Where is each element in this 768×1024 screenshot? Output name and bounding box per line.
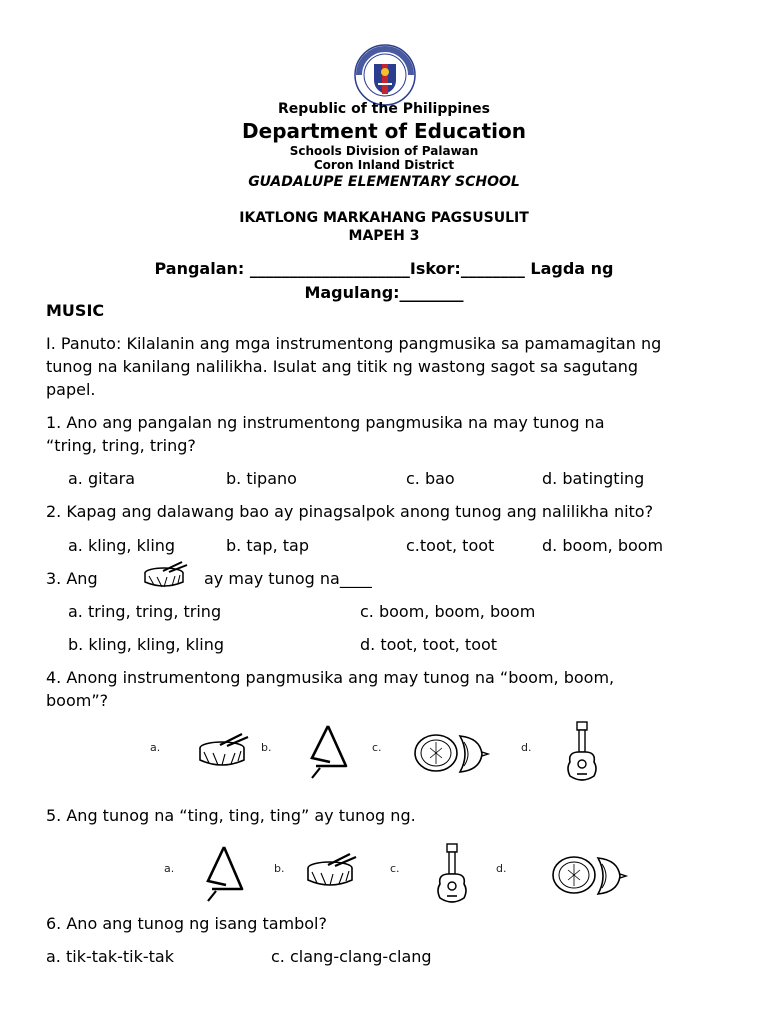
triangle-instrument-icon: [306, 722, 350, 780]
q5-letter-b: b.: [274, 862, 285, 875]
question-3-prefix: 3. Ang: [46, 569, 98, 588]
q1-choice-a: a. gitara: [68, 469, 136, 488]
q3-choice-d: d. toot, toot, toot: [360, 635, 498, 654]
subject-title: MAPEH 3: [348, 228, 420, 244]
name-score-line: Pangalan: ____________________Iskor:________ Lagda ng: [154, 259, 614, 278]
drum-icon: [198, 732, 250, 770]
q2-choice-d: d. boom, boom: [542, 536, 664, 555]
q1-choice-d: d. batingting: [542, 469, 645, 488]
q6-choice-c: c. clang-clang-clang: [271, 947, 432, 966]
question-4-line-2: boom”?: [46, 691, 109, 710]
q4-letter-a: a.: [150, 741, 161, 754]
question-5: 5. Ang tunog na “ting, ting, ting” ay tunog ng.: [46, 806, 416, 825]
q1-choice-c: c. bao: [406, 469, 455, 488]
q4-letter-d: d.: [521, 741, 532, 754]
q3-choice-c: c. boom, boom, boom: [360, 602, 536, 621]
q6-choice-a: a. tik-tak-tik-tak: [46, 947, 174, 966]
department-title: Department of Education: [242, 119, 526, 143]
instructions-line-3: papel.: [46, 380, 96, 399]
q2-choice-b: b. tap, tap: [226, 536, 309, 555]
question-4-line-1: 4. Anong instrumentong pangmusika ang may tunog na “boom, boom,: [46, 668, 615, 687]
question-3-suffix: ay may tunog na____: [204, 569, 372, 588]
drum-icon: [142, 560, 190, 590]
q1-choice-b: b. tipano: [226, 469, 297, 488]
coconut-shells-icon: [550, 850, 628, 898]
question-2: 2. Kapag ang dalawang bao ay pinagsalpok anong tunog ang nalilikha nito?: [46, 502, 654, 521]
q4-letter-b: b.: [261, 741, 272, 754]
district-line: Coron Inland District: [313, 158, 455, 172]
question-6: 6. Ano ang tunog ng isang tambol?: [46, 914, 327, 933]
drum-icon: [306, 852, 358, 890]
guitar-icon: [562, 720, 602, 784]
q3-choice-a: a. tring, tring, tring: [68, 602, 222, 621]
q3-choice-b: b. kling, kling, kling: [68, 635, 225, 654]
coconut-shells-icon: [412, 728, 490, 776]
instructions-line-1: I. Panuto: Kilalanin ang mga instrumentong pangmusika sa pamamagitan ng: [46, 334, 662, 353]
section-title: MUSIC: [46, 301, 105, 320]
q2-choice-a: a. kling, kling: [68, 536, 176, 555]
school-name: GUADALUPE ELEMENTARY SCHOOL: [248, 174, 520, 190]
q2-choice-c: c.toot, toot: [406, 536, 495, 555]
parent-signature-line: Magulang:________: [304, 283, 464, 302]
q4-letter-c: c.: [372, 741, 382, 754]
q5-letter-c: c.: [390, 862, 400, 875]
q5-letter-d: d.: [496, 862, 507, 875]
division-line: Schools Division of Palawan: [289, 144, 479, 158]
deped-seal-icon: [354, 44, 416, 106]
instructions-line-2: tunog na kanilang nalilikha. Isulat ang titik ng wastong sagot sa sagutang: [46, 357, 639, 376]
guitar-icon: [432, 842, 472, 906]
question-1-line-2: “tring, tring, tring?: [46, 436, 196, 455]
exam-title: IKATLONG MARKAHANG PAGSUSULIT: [239, 210, 529, 226]
triangle-instrument-icon: [200, 843, 248, 903]
question-1-line-1: 1. Ano ang pangalan ng instrumentong pangmusika na may tunog na: [46, 413, 605, 432]
q5-letter-a: a.: [164, 862, 175, 875]
republic-line: Republic of the Philippines: [278, 101, 490, 117]
